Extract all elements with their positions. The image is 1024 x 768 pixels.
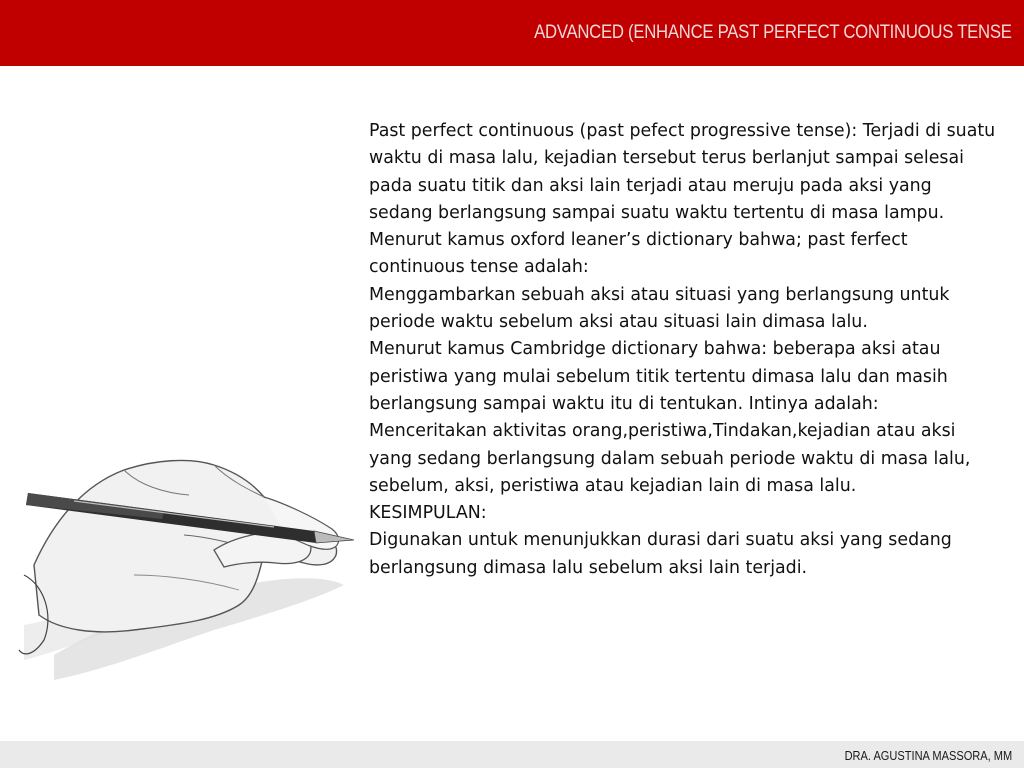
body-text [369, 118, 999, 582]
conclusion-text: Digunakan untuk menunjukkan durasi dari suatu aksi yang sedang berlangsung dimasa lalu sebelum aksi lain terjadi. [369, 530, 952, 578]
slide-title: ADVANCED (ENHANCE PAST PERFECT CONTINUOUS TENSE [534, 22, 1012, 43]
hand-writing-with-pen-icon [14, 425, 364, 715]
paragraph-definition: Past perfect continuous (past pefect progressive tense): Terjadi di suatu waktu di masa lalu, kejadian tersebut terus berlanjut sampai selesai pada suatu titik dan aksi lain terjadi atau meruju pada aksi yang sedang berlangsung sampai suatu waktu tertentu di masa lampu. [369, 121, 996, 223]
conclusion-heading: KESIMPULAN: [369, 503, 487, 524]
paragraph-oxford-definition: Menggambarkan sebuah aksi atau situasi yang berlangsung untuk periode waktu sebelum aksi atau situasi lain dimasa lalu. [369, 284, 950, 333]
paragraph-summary-detail: Menceritakan aktivitas orang,peristiwa,Tindakan,kejadian atau aksi yang sedang berlangsung dalam sebuah periode waktu di masa lalu, sebelum, aksi, peristiwa atau kejadian lain di masa lalu. [369, 421, 971, 496]
paragraph-cambridge-definition: Menurut kamus Cambridge dictionary bahwa: beberapa aksi atau peristiwa yang mulai sebelum titik tertentu dimasa lalu dan masih berlangsung sampai waktu itu di tentukan. Intinya adalah: [369, 339, 948, 414]
paragraph-oxford-intro: Menurut kamus oxford leaner’s dictionary bahwa; past ferfect continuous tense adalah: [369, 230, 908, 278]
footer-author: DRA. AGUSTINA MASSORA, MM [844, 748, 1012, 763]
